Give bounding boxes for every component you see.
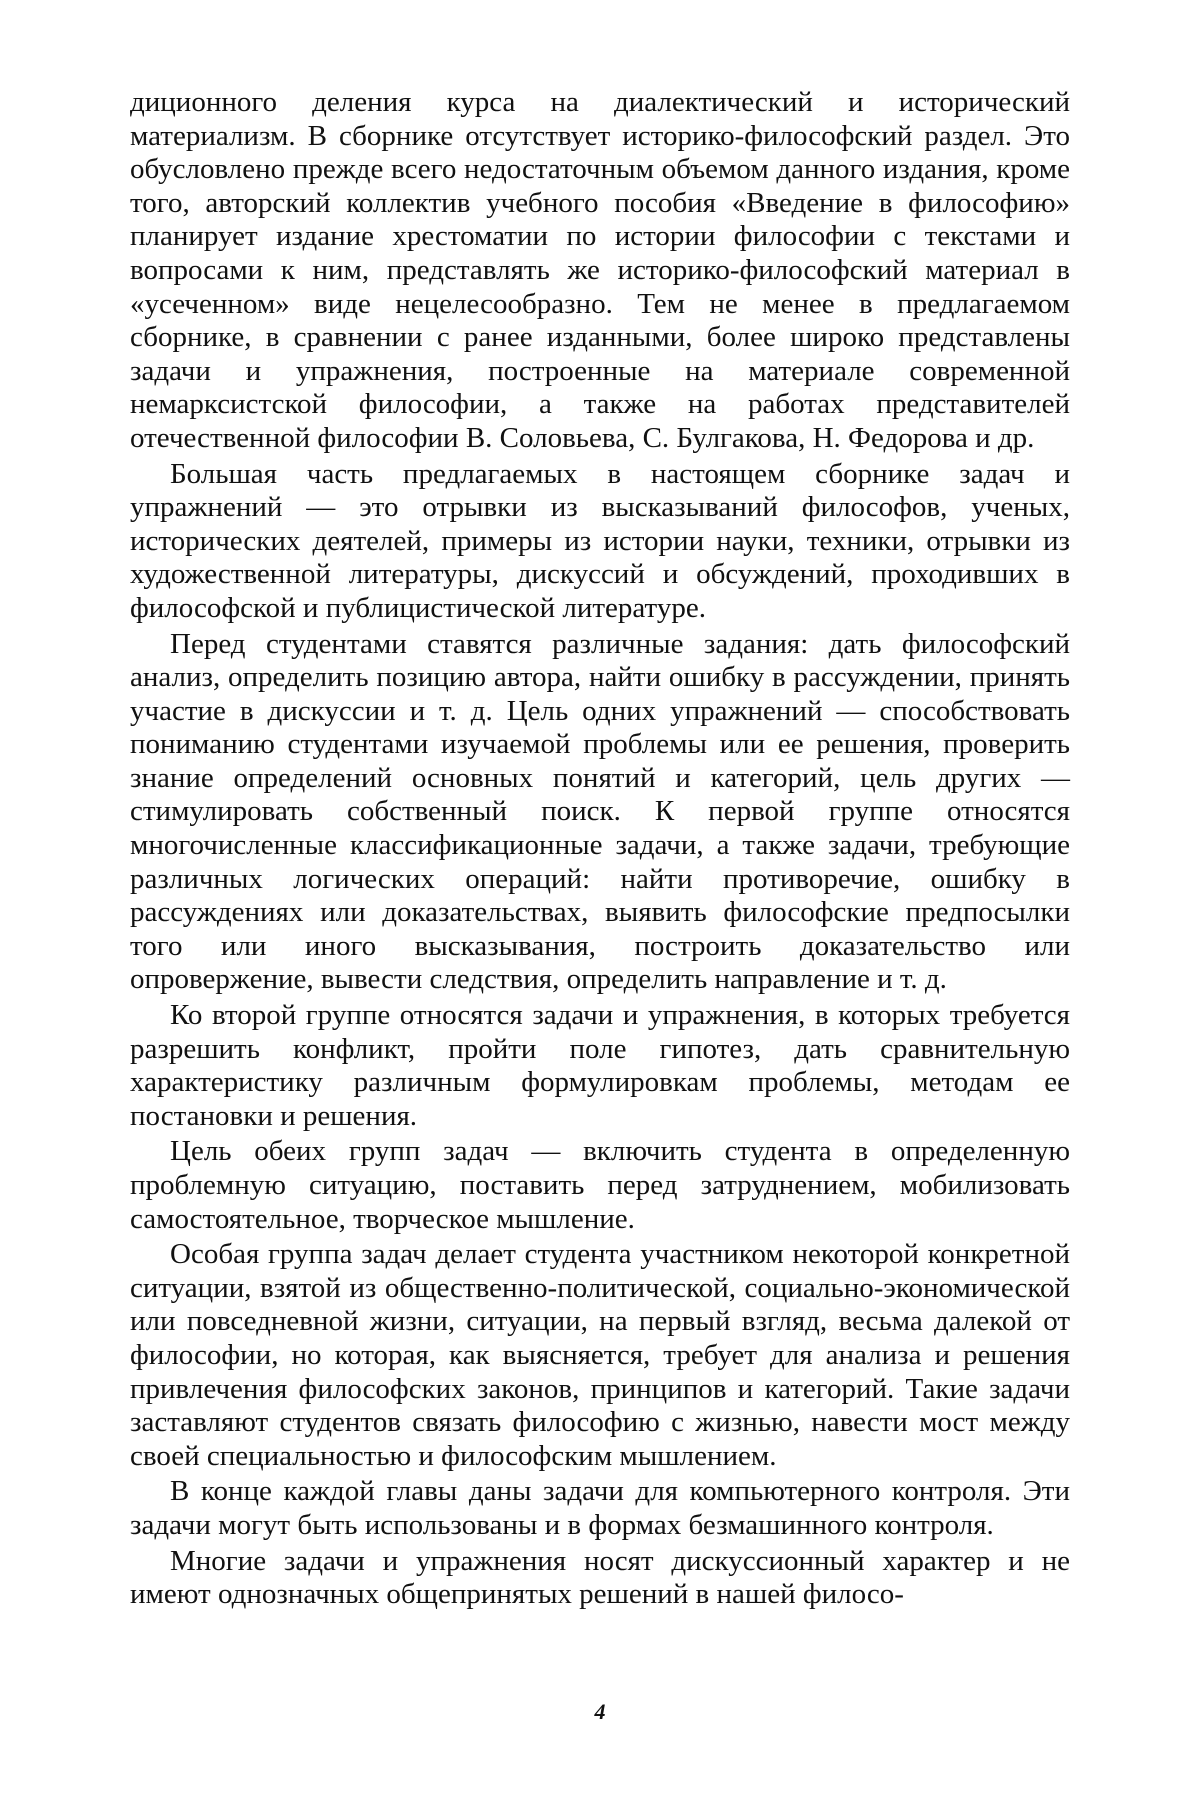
- paragraph: В конце каждой главы даны задачи для компьютерного контроля. Эти задачи могут быть использованы и в формах безмашинного контроля.: [130, 1475, 1070, 1542]
- paragraph: Большая часть предлагаемых в настоящем сборнике задач и упражнений — это отрывки из высказываний философов, ученых, исторических деятелей, примеры из истории науки, техники, отрывки из художественной литературы, дискуссий и обсуждений, проходивших в философской и публицистической литературе.: [130, 458, 1070, 626]
- paragraph: Многие задачи и упражнения носят дискуссионный характер и не имеют однозначных общепринятых решений в нашей филосо-: [130, 1545, 1070, 1612]
- paragraph: Цель обеих групп задач — включить студента в определенную проблемную ситуацию, поставить перед затруднением, мобилизовать самостоятельное, творческое мышление.: [130, 1135, 1070, 1236]
- paragraph: Ко второй группе относятся задачи и упражнения, в которых требуется разрешить конфликт, пройти поле гипотез, дать сравнительную характеристику различным формулировкам проблемы, методам ее постановки и решения.: [130, 999, 1070, 1133]
- paragraph: Особая группа задач делает студента участником некоторой конкретной ситуации, взятой из общественно-политической, социально-экономической или повседневной жизни, ситуации, на первый взгляд, весьма далекой от философии, но которая, как выясняется, требует для анализа и решения привлечения философских законов, принципов и категорий. Такие задачи заставляют студентов связать философию с жизнью, навести мост между своей специальностью и философским мышлением.: [130, 1238, 1070, 1473]
- paragraph: диционного деления курса на диалектический и исторический материализм. В сборнике отсутствует историко-философский раздел. Это обусловлено прежде всего недостаточным объемом данного издания, кроме того, авторский коллектив учебного пособия «Введение в философию» планирует издание хрестоматии по истории философии с текстами и вопросами к ним, представлять же историко-философский материал в «усеченном» виде нецелесообразно. Тем не менее в предлагаемом сборнике, в сравнении с ранее изданными, более широко представлены задачи и упражнения, построенные на материале современной немарксистской философии, а также на работах представителей отечественной философии В. Соловьева, С. Булгакова, Н. Федорова и др.: [130, 86, 1070, 456]
- page-number: 4: [0, 1699, 1200, 1725]
- page-body: [130, 86, 1070, 1612]
- paragraph: Перед студентами ставятся различные задания: дать философский анализ, определить позицию автора, найти ошибку в рассуждении, принять участие в дискуссии и т. д. Цель одних упражнений — способствовать пониманию студентами изучаемой проблемы или ее решения, проверить знание определений основных понятий и категорий, цель других — стимулировать собственный поиск. К первой группе относятся многочисленные классификационные задачи, а также задачи, требующие различных логических операций: найти противоречие, ошибку в рассуждениях или доказательствах, выявить философские предпосылки того или иного высказывания, построить доказательство или опровержение, вывести следствия, определить направление и т. д.: [130, 628, 1070, 998]
